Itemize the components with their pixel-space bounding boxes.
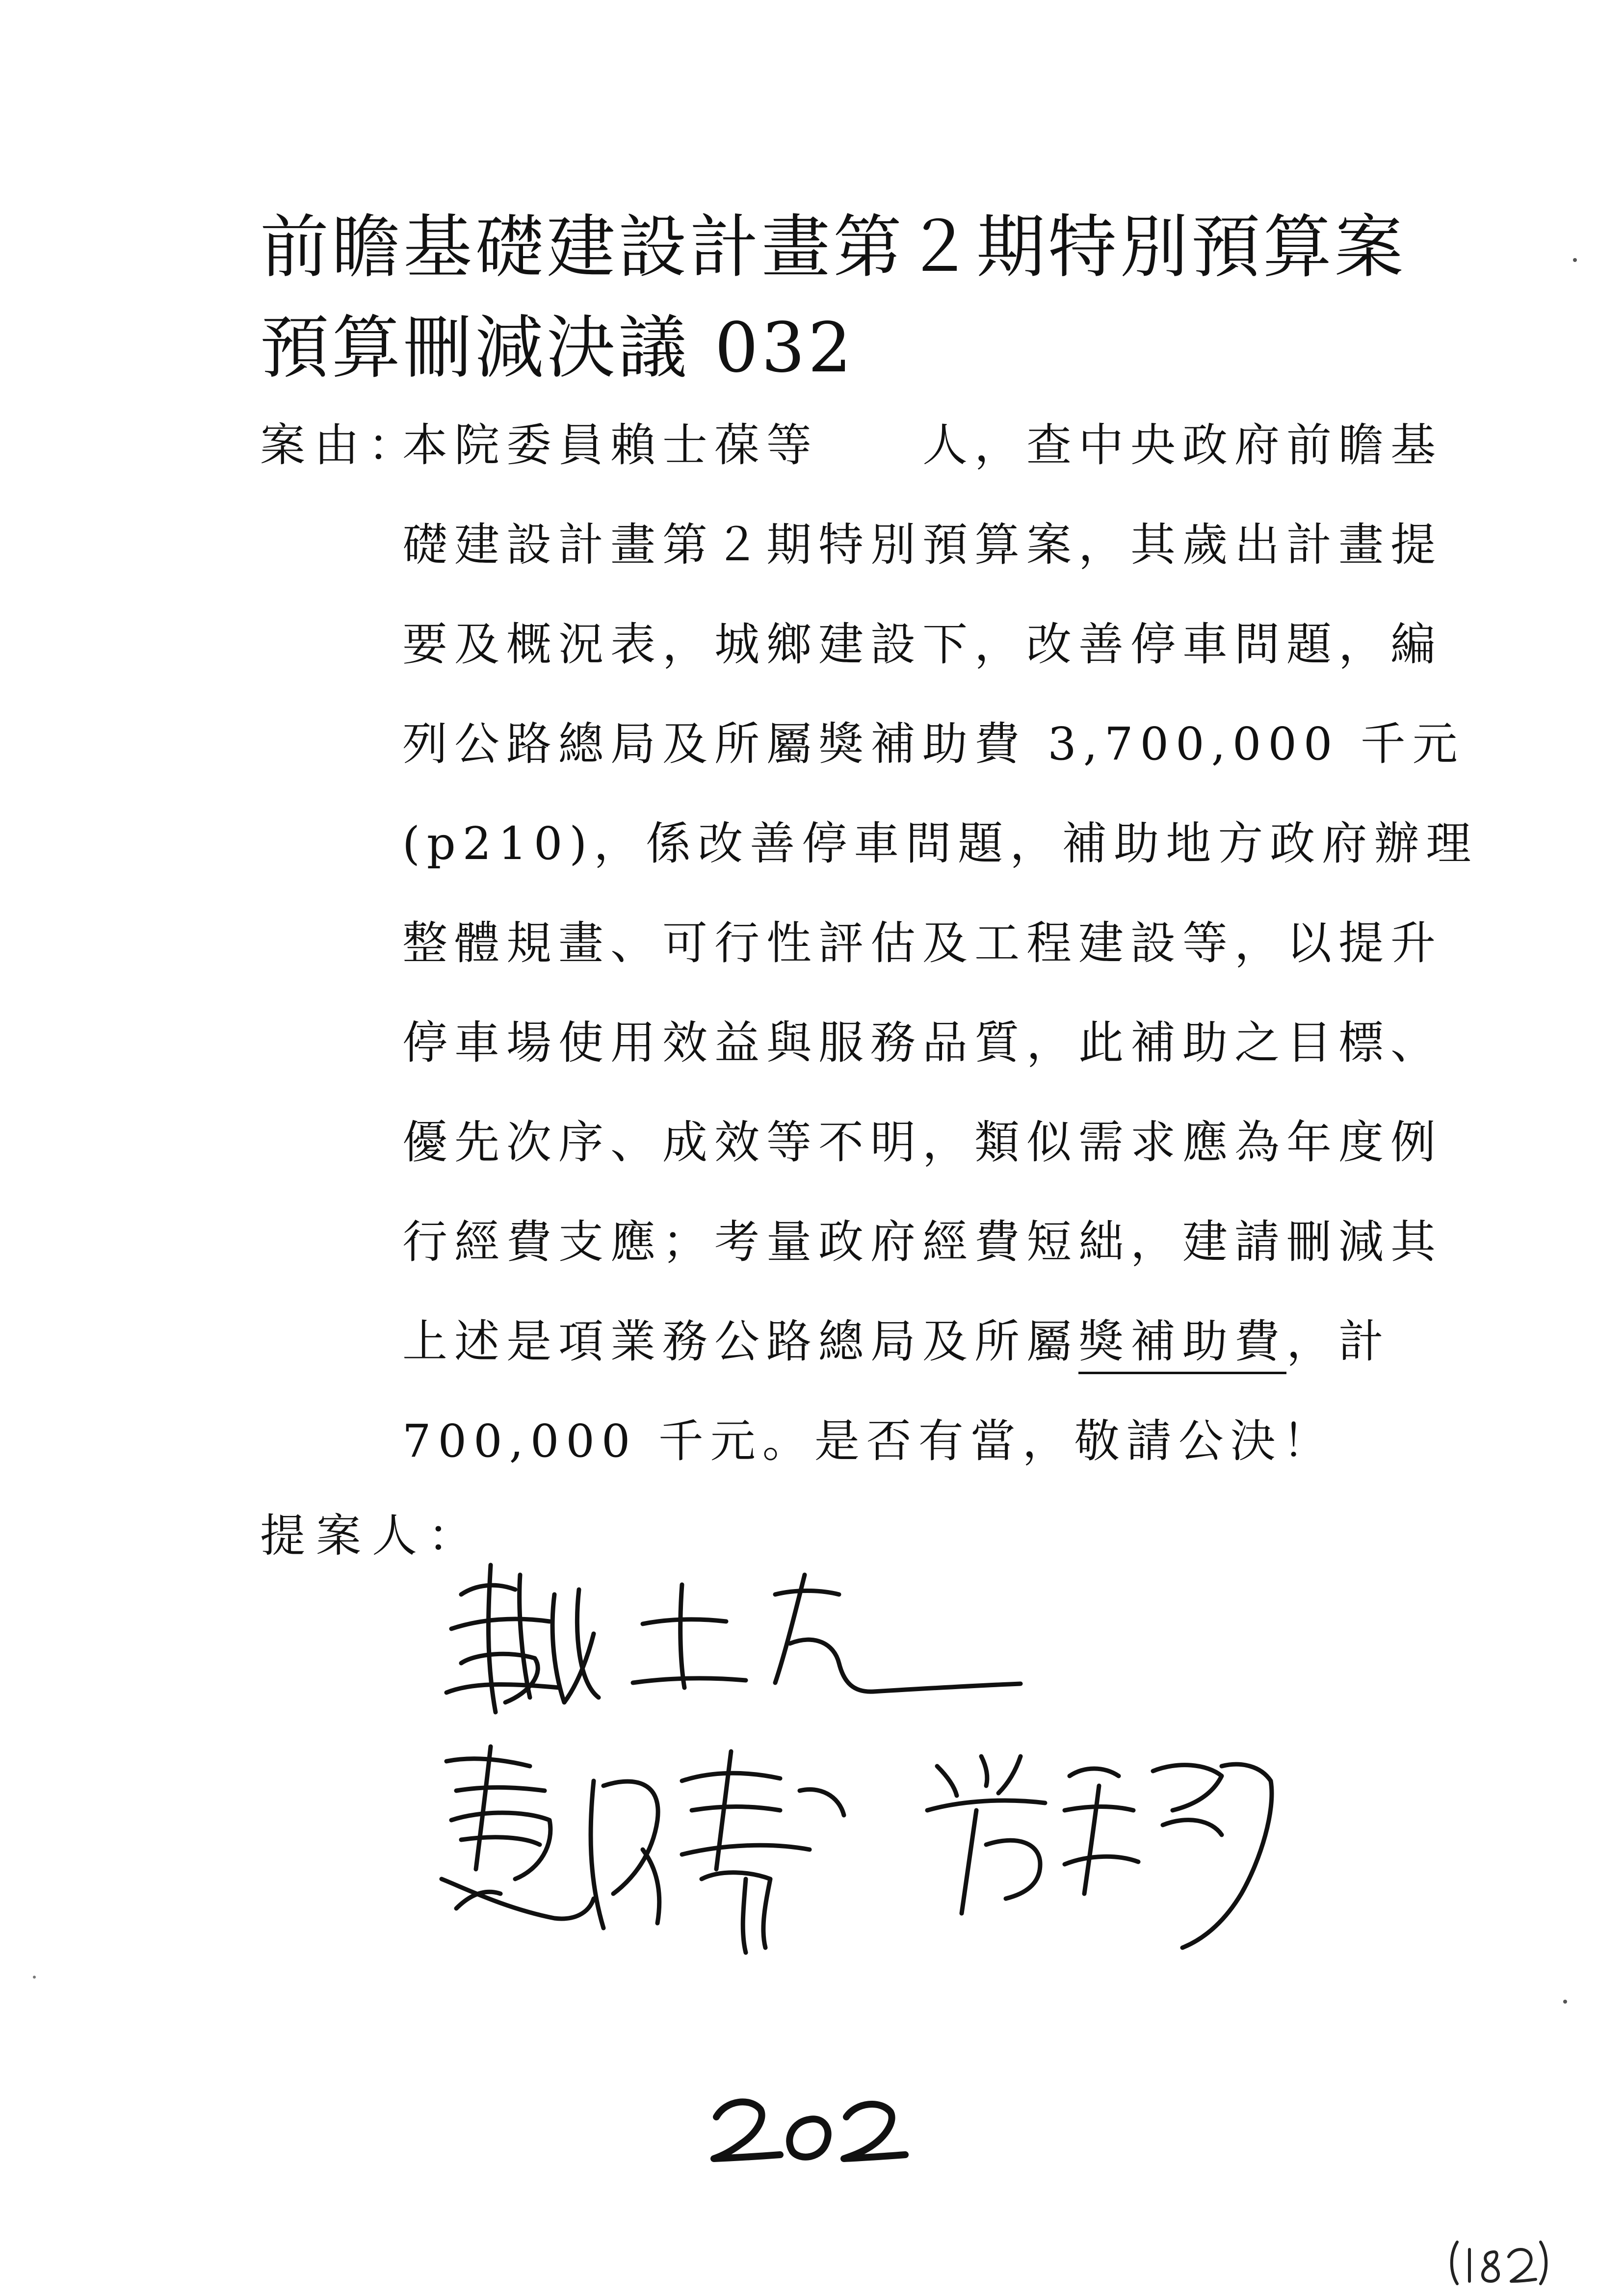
case-label: 案由：: [260, 419, 422, 471]
case-line-5: (p210)，係改善停車問題，補助地方政府辦理: [402, 817, 1478, 870]
scan-speck: [29, 1972, 39, 1982]
case-line-1: 本院委員賴士葆等 人，查中央政府前瞻基: [402, 419, 1443, 471]
case-line-7: 停車場使用效益與服務品質，此補助之目標、: [402, 1017, 1443, 1069]
signature-3: [908, 1737, 1300, 1953]
document-title-line-1: 前瞻基礎建設計畫第２期特別預算案: [260, 208, 1407, 287]
case-line-2: 礎建設計畫第２期特別預算案，其歲出計畫提: [402, 519, 1443, 571]
case-line-6: 整體規畫、可行性評估及工程建設等，以提升: [402, 917, 1443, 969]
case-line-10-end: ，計: [1286, 1315, 1391, 1368]
scan-speck: [1560, 1997, 1570, 2007]
case-line-3: 要及概況表，城鄉建設下，改善停車問題，編: [402, 618, 1443, 671]
case-line-10-start: 上述是項業務公路總局及所屬: [402, 1315, 1079, 1368]
signature-1: [432, 1536, 1045, 1742]
case-line-9: 行經費支應；考量政府經費短絀，建請刪減其: [402, 1216, 1443, 1268]
case-line-10: [402, 1315, 1391, 1368]
case-line-11: 700,000 千元。是否有當，敬請公決！: [402, 1415, 1335, 1467]
proposer-label: 提案人：: [260, 1510, 484, 1562]
document-title-line-2: 預算刪減決議 032: [260, 308, 855, 388]
handwritten-page-number: [707, 2090, 913, 2168]
signature-2: [427, 1732, 868, 1957]
case-line-8: 優先次序、成效等不明，類似需求應為年度例: [402, 1116, 1443, 1169]
case-line-4: 列公路總局及所屬獎補助費 3,700,000 千元: [402, 718, 1465, 770]
underlined-subsidy-term: 獎補助費: [1078, 1315, 1286, 1374]
scan-speck: [1570, 255, 1580, 265]
corner-page-mark: [1442, 2232, 1550, 2291]
